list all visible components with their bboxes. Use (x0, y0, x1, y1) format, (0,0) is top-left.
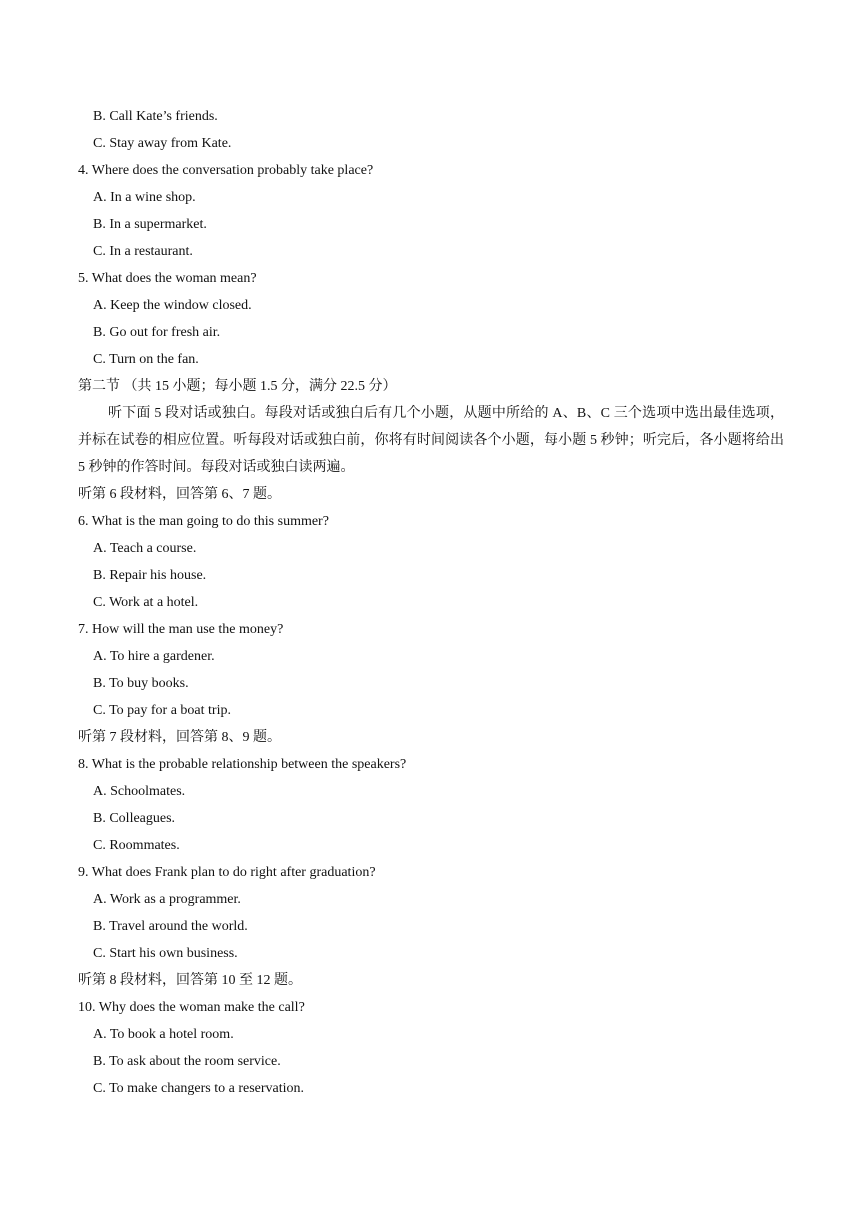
option-line: B. Call Kate’s friends. (93, 109, 218, 124)
question-line: 9. What does Frank plan to do right after graduation? (78, 865, 376, 880)
option-line: A. In a wine shop. (93, 190, 196, 205)
option-line: C. In a restaurant. (93, 244, 193, 259)
material-heading: 听第 7 段材料，回答第 8、9 题。 (78, 730, 281, 745)
question-line: 8. What is the probable relationship between the speakers? (78, 757, 407, 772)
option-line: C. Work at a hotel. (93, 595, 199, 610)
section-instructions: 听下面 5 段对话或独白。每段对话或独白后有几个小题，从题中所给的 A、B、C 三个选项中选出最佳选项，并标在试卷的相应位置。听每段对话或独白前，你将有时间阅读各个小题，每小题 5 秒钟；听完后，各小题将给出 5 秒钟的作答时间。每段对话或独白读两遍。 (78, 406, 784, 475)
material-heading: 听第 6 段材料，回答第 6、7 题。 (78, 487, 281, 502)
option-line: B. Travel around the world. (93, 919, 248, 934)
option-line: A. Work as a programmer. (93, 892, 241, 907)
option-line: A. Schoolmates. (93, 784, 186, 799)
question-line: 10. Why does the woman make the call? (78, 1000, 305, 1015)
option-line: B. Go out for fresh air. (93, 325, 221, 340)
question-line: 4. Where does the conversation probably take place? (78, 163, 374, 178)
option-line: B. To buy books. (93, 676, 189, 691)
question-line: 5. What does the woman mean? (78, 271, 257, 286)
option-line: A. To hire a gardener. (93, 649, 215, 664)
question-line: 7. How will the man use the money? (78, 622, 284, 637)
material-heading: 听第 8 段材料，回答第 10 至 12 题。 (78, 973, 302, 988)
option-line: C. To make changers to a reservation. (93, 1081, 305, 1096)
option-line: B. Colleagues. (93, 811, 176, 826)
option-line: C. Start his own business. (93, 946, 238, 961)
option-line: C. Roommates. (93, 838, 180, 853)
page-content (78, 103, 784, 1102)
question-line: 6. What is the man going to do this summer? (78, 514, 329, 529)
option-line: C. Stay away from Kate. (93, 136, 232, 151)
section-heading: 第二节 （共 15 小题；每小题 1.5 分，满分 22.5 分） (78, 379, 397, 394)
option-line: B. In a supermarket. (93, 217, 207, 232)
option-line: A. Teach a course. (93, 541, 197, 556)
option-line: B. Repair his house. (93, 568, 207, 583)
option-line: A. Keep the window closed. (93, 298, 252, 313)
option-line: B. To ask about the room service. (93, 1054, 281, 1069)
option-line: A. To book a hotel room. (93, 1027, 234, 1042)
option-line: C. To pay for a boat trip. (93, 703, 231, 718)
option-line: C. Turn on the fan. (93, 352, 199, 367)
